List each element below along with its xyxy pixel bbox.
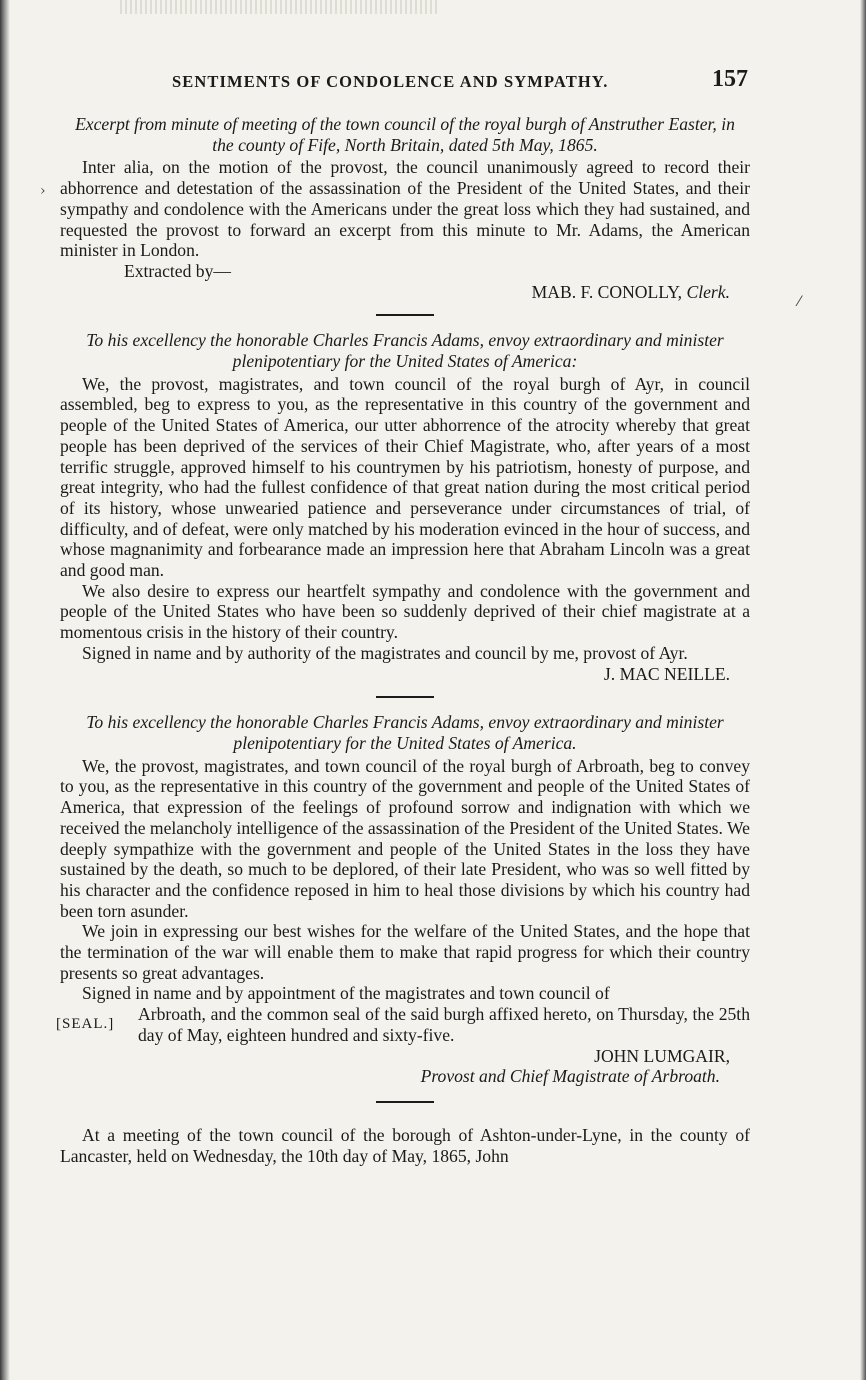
stray-mark: › [40,183,46,199]
anstruther-signature-name: MAB. F. CONOLLY, [531,281,683,302]
page-body [56,112,750,1166]
page-header [60,68,750,98]
arbroath-paragraph-3-rest: Arbroath, and the common seal of the said burgh affixed hereto, on Thursday, the 25th day of May, eighteen hundred and sixty-five. [138,1004,750,1045]
arbroath-caption: To his excellency the honorable Charles Francis Adams, envoy extraordinary and minister plenipotentiary for the United States of America. [86,712,724,753]
seal-mark: [SEAL.] [56,1016,115,1033]
ayr-paragraph-3: Signed in name and by authority of the magistrates and council by me, provost of Ayr. [82,642,688,663]
arbroath-seal-block [56,1004,750,1045]
page-number: 157 [712,66,748,92]
scan-noise [120,0,440,14]
running-head: SENTIMENTS OF CONDOLENCE AND SYMPATHY. [172,72,609,91]
ashton-paragraph: At a meeting of the town council of the borough of Ashton-under-Lyne, in the county of Lancaster, held on Wednesday, the 10th day of May, 1865, John [60,1124,750,1166]
anstruther-caption: Excerpt from minute of meeting of the town council of the royal burgh of Anstruther Easter, in the county of Fife, North Britain, dated 5th May, 1865. [75,114,735,155]
arbroath-paragraph-2: We join in expressing our best wishes for the welfare of the United States, and the hope that the termination of the war will enable them to make that rapid progress for which their country presents so great advantages. [60,921,750,983]
arbroath-paragraph-1: We, the provost, magistrates, and town council of the royal burgh of Arbroath, beg to convey to you, as the representative in this country of the government and people of the United States of America, that expression of the feelings of profound sorrow and indignation with which we received the melancholy intelligence of the assassination of the President of the United States. We deeply sympathize with the government and people of the United States in the loss they have sustained by the death, so much to be deplored, of their late President, who was so well fitted by his character and the confidence reposed in him to heal those divisions by which his country had been torn asunder. [60,755,750,921]
section-divider [376,314,434,316]
arbroath-paragraph-3-lead: Signed in name and by appointment of the magistrates and town council of [82,983,610,1004]
anstruther-signature [60,282,730,303]
section-divider [376,696,434,698]
page-edge-shadow [860,0,866,1380]
ayr-paragraph-1: We, the provost, magistrates, and town council of the royal burgh of Ayr, in council assembled, beg to express to you, as the representative in this country of the government and people of the United States of America, our utter abhorrence of the atrocity whereby that great people has been deprived of the services of their Chief Magistrate, who, after years of a most terrific struggle, approved himself to his countrymen by his patriotism, honesty of purpose, and great integrity, who had the fullest confidence of that great nation during the most critical period of its history, whose unwearied patience and perseverance under circumstances of trial, of difficulty, and of defeat, were only matched by his moderation evinced in the hour of success, and whose magnanimity and forbearance made an impression here that Abraham Lincoln was a great and good man. [60,373,750,581]
section-divider [376,1101,434,1103]
ayr-signature: J. MAC NEILLE. [603,663,730,684]
anstruther-extracted: Extracted by— [124,260,231,281]
ayr-caption: To his excellency the honorable Charles Francis Adams, envoy extraordinary and minister plenipotentiary for the United States of America: [86,330,724,372]
arbroath-signature: JOHN LUMGAIR, [594,1045,730,1066]
anstruther-signature-title: Clerk. [686,281,730,302]
anstruther-paragraph: Inter alia, on the motion of the provost, the council unanimously agreed to record their abhorrence and detestation of the assassination of the President of the United States, and their sympathy and condolence with the Americans under the great loss which they had sustained, and requested the provost to forward an excerpt from this minute to Mr. Adams, the American minister in London. [60,157,750,261]
page-binding-shadow [0,0,10,1380]
arbroath-signature-title: Provost and Chief Magistrate of Arbroath. [420,1066,720,1087]
ayr-paragraph-2: We also desire to express our heartfelt sympathy and condolence with the government and people of the United States who have been so suddenly deprived of their chief magistrate at a momentous crisis in the history of their country. [60,580,750,643]
stray-mark: ⁄ [798,294,801,310]
